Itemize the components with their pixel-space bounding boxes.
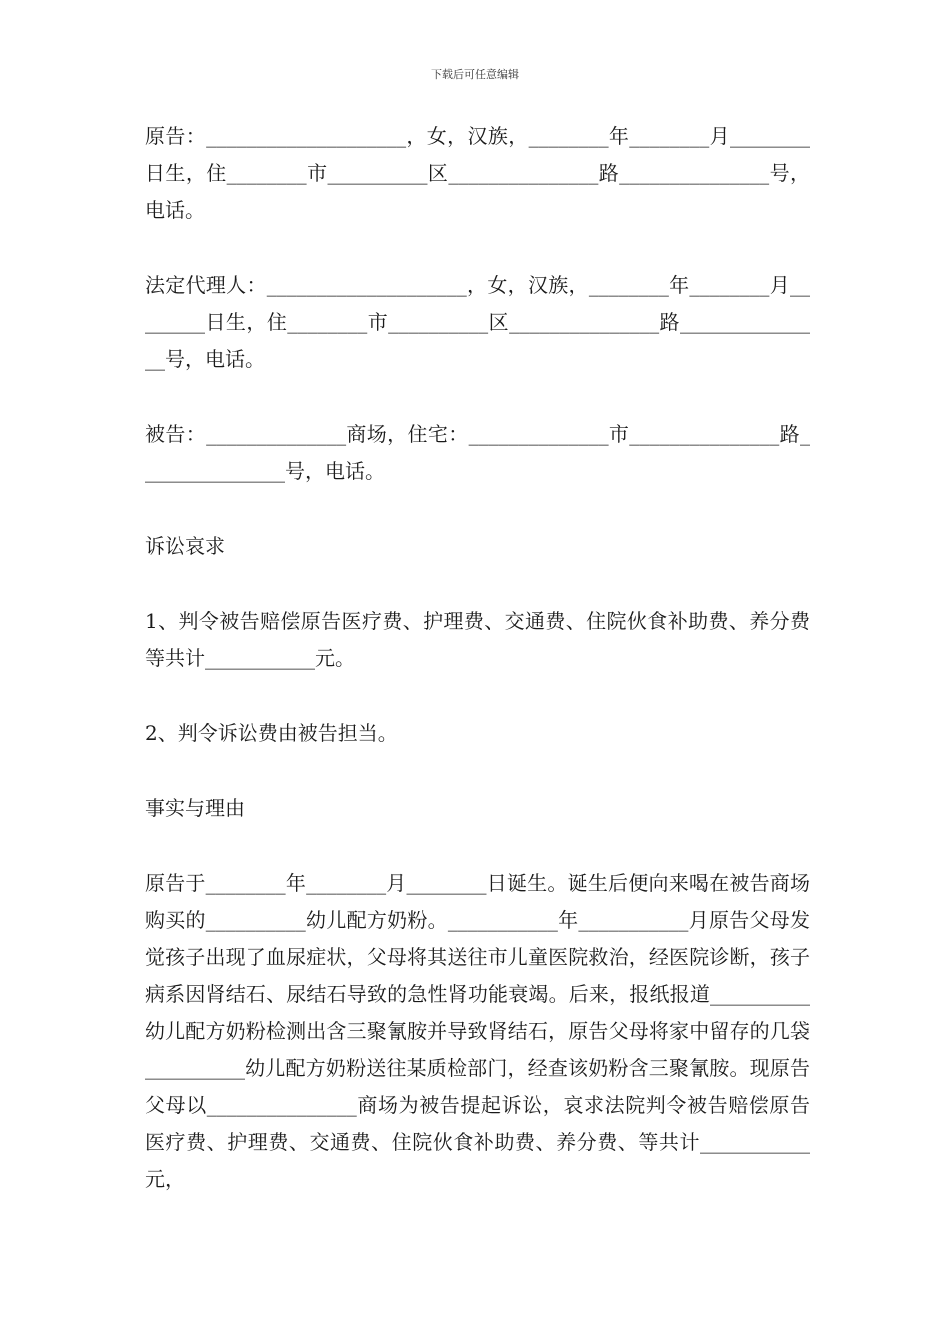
defendant-paragraph: 被告：______________商场，住宅：______________市_______________路_______________号，电话。 xyxy=(145,422,810,483)
plaintiff-paragraph: 原告：____________________，女，汉族，________年________月________日生，住________市__________区_______________路_______________号，电话。 xyxy=(145,124,810,222)
page-header-note: 下载后可任意编辑 xyxy=(431,68,519,81)
facts-heading: 事实与理由 xyxy=(145,796,245,820)
facts-paragraph: 原告于________年________月________日诞生。诞生后便向来喝在被告商场购买的__________幼儿配方奶粉。___________年___________月原告父母发觉孩子出现了血尿症状，父母将其送往市儿童医院救治，经医院诊断，孩子病系因肾结石、尿结石导致的急性肾功能衰竭。后来，报纸报道__________幼儿配方奶粉检测出含三聚氰胺并导致肾结石，原告父母将家中留存的几袋__________幼儿配方奶粉送往某质检部门，经查该奶粉含三聚氰胺。现原告父母以_______________商场为被告提起诉讼，哀求法院判令被告赔偿原告医疗费、护理费、交通费、住院伙食补助费、养分费、等共计___________元， xyxy=(145,871,810,1191)
document-body xyxy=(145,118,810,1198)
claim-item-1: 1、判令被告赔偿原告医疗费、护理费、交通费、住院伙食补助费、养分费等共计___________元。 xyxy=(145,609,810,670)
claim-item-2: 2、判令诉讼费由被告担当。 xyxy=(145,721,398,745)
claims-heading: 诉讼哀求 xyxy=(145,534,225,558)
legal-representative-paragraph: 法定代理人：____________________，女，汉族，________年________月________日生，住________市__________区_______________路_______________号，电话。 xyxy=(145,273,810,371)
